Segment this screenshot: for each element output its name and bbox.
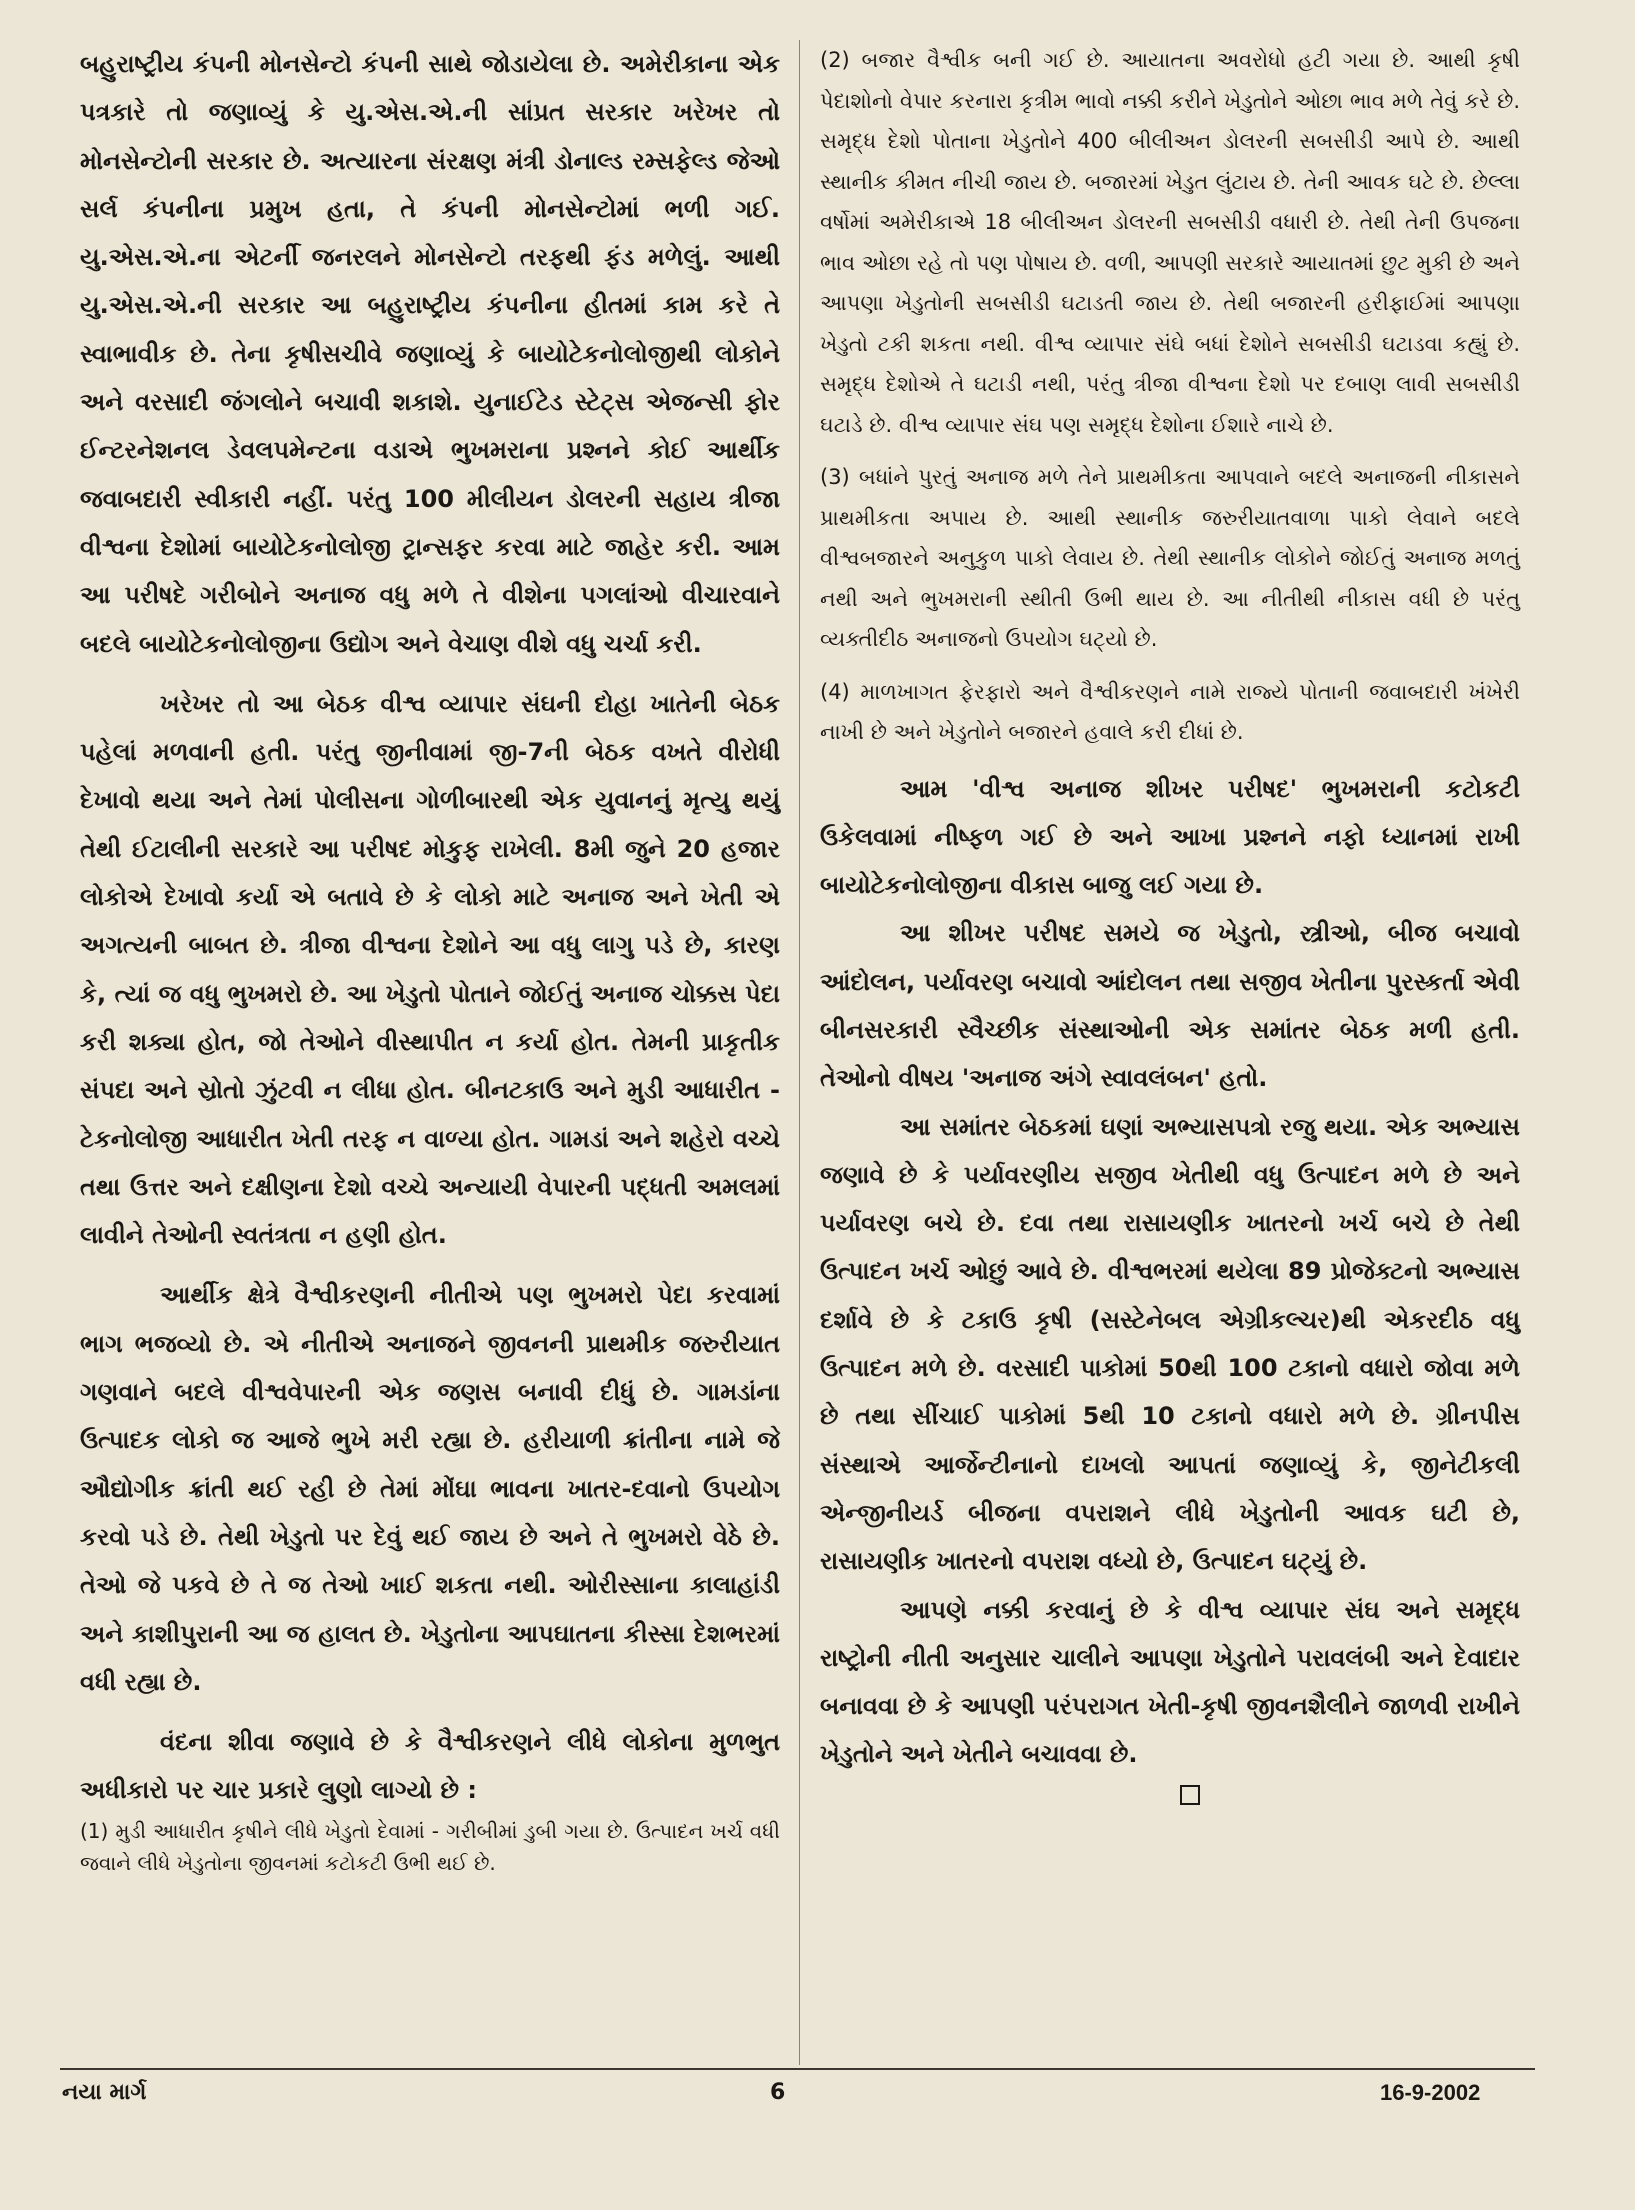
footer-rule xyxy=(60,2068,1535,2070)
list-item-point-4: (4) માળખાગત ફેરફારો અને વૈશ્વીકરણને નામે રાજ્યે પોતાની જવાબદારી ખંખેરી નાખી છે અને ખેડુતોને બજારને હવાલે કરી દીધાં છે. xyxy=(820,679,1520,744)
paragraph-parallel-meeting: આ શીખર પરીષદ સમયે જ ખેડુતો, સ્ત્રીઓ, બીજ બચાવો આંદોલન, પર્યાવરણ બચાવો આંદોલન તથા સજીવ ખેતીના પુરસ્કર્તા એવી બીનસરકારી સ્વૈચ્છીક સંસ્થાઓની એક સમાંતર બેઠક મળી હતી. તેઓનો વીષય 'અનાજ અંગે સ્વાવલંબન' હતો. xyxy=(820,919,1520,1093)
column-divider xyxy=(799,40,800,2065)
paragraph-doha-meeting: ખરેખર તો આ બેઠક વીશ્વ વ્યાપાર સંઘની દોહા ખાતેની બેઠક પહેલાં મળવાની હતી. પરંતુ જીનીવામાં જી-7ની બેઠક વખતે વીરોધી દેખાવો થયા અને તેમાં પોલીસના ગોળીબારથી એક યુવાનનું મૃત્યુ થયું તેથી ઈટાલીની સરકારે આ પરીષદ મોકુફ રાખેલી. 8મી જુને 20 હજાર લોકોએ દેખાવો કર્યા એ બતાવે છે કે લોકો માટે અનાજ અને ખેતી એ અગત્યની બાબત છે. ત્રીજા વીશ્વના દેશોને આ વધુ લાગુ પડે છે, કારણ કે, ત્યાં જ વધુ ભુખમરો છે. આ ખેડુતો પોતાને જોઈતું અનાજ ચોક્કસ પેદા કરી શક્યા હોત, જો તેઓને વીસ્થાપીત ન કર્યા હોત. તેમની પ્રાકૃતીક સંપદા અને સ્રોતો ઝુંટવી ન લીધા હોત. બીનટકાઉ અને મુડી આધારીત - ટેકનોલોજી આધારીત ખેતી તરફ ન વાળ્યા હોત. ગામડાં અને શહેરો વચ્ચે તથા ઉત્તર અને દક્ષીણના દેશો વચ્ચે અન્યાયી વેપારની પદ્ધતી અમલમાં લાવીને તેઓની સ્વતંત્રતા ન હણી હોત. xyxy=(80,689,780,1250)
paragraph-monsanto: બહુરાષ્ટ્રીય કંપની મોનસેન્ટો કંપની સાથે જોડાયેલા છે. અમેરીકાના એક પત્રકારે તો જણાવ્યું કે યુ.એસ.એ.ની સાંપ્રત સરકાર ખરેખર તો મોનસેન્ટોની સરકાર છે. અત્યારના સંરક્ષણ મંત્રી ડોનાલ્ડ રમ્સફેલ્ડ જેઓ સર્લ કંપનીના પ્રમુખ હતા, તે કંપની મોનસેન્ટોમાં ભળી ગઈ. યુ.એસ.એ.ના એટર્ની જનરલને મોનસેન્ટો તરફથી ફંડ મળેલું. આથી યુ.એસ.એ.ની સરકાર આ બહુરાષ્ટ્રીય કંપનીના હીતમાં કામ કરે તે સ્વાભાવીક છે. તેના કૃષીસચીવે જણાવ્યું કે બાયોટેકનોલોજીથી લોકોને અને વરસાદી જંગલોને બચાવી શકાશે. યુનાઈટેડ સ્ટેટ્સ એજન્સી ફોર ઈન્ટરનેશનલ ડેવલપમેન્ટના વડાએ ભુખમરાના પ્રશ્નને કોઈ આર્થીક જવાબદારી સ્વીકારી નહીં. પરંતુ 100 મીલીયન ડોલરની સહાય ત્રીજા વીશ્વના દેશોમાં બાયોટેકનોલોજી ટ્રાન્સફર કરવા માટે જાહેર કરી. આમ આ પરીષદે ગરીબોને અનાજ વધુ મળે તે વીશેના પગલાંઓ વીચારવાને બદલે બાયોટેકનોલોજીના ઉદ્યોગ અને વેચાણ વીશે વધુ ચર્ચા કરી. xyxy=(80,50,780,658)
right-column xyxy=(820,40,1520,1805)
issue-date: 16-9-2002 xyxy=(1380,2080,1481,2105)
list-item-point-1: (1) મુડી આધારીત કૃષીને લીધે ખેડુતો દેવામાં - ગરીબીમાં ડુબી ગયા છે. ઉત્પાદન ખર્ચ વધી જવાને લીધે ખેડુતોના જીવનમાં કટોકટી ઉભી થઈ છે. xyxy=(80,1818,780,1875)
page-number: 6 xyxy=(770,2080,786,2105)
list-item-point-2: (2) બજાર વૈશ્વીક બની ગઈ છે. આયાતના અવરોધો હટી ગયા છે. આથી કૃષી પેદાશોનો વેપાર કરનારા કૃત્રીમ ભાવો નક્કી કરીને ખેડુતોને ઓછા ભાવ મળે તેવું કરે છે. સમૃદ્ધ દેશો પોતાના ખેડુતોને 400 બીલીઅન ડોલરની સબસીડી આપે છે. આથી સ્થાનીક કીમત નીચી જાય છે. બજારમાં ખેડુત લુંટાય છે. તેની આવક ઘટે છે. છેલ્લા વર્ષોમાં અમેરીકાએ 18 બીલીઅન ડોલરની સબસીડી વધારી છે. તેથી તેની ઉપજના ભાવ ઓછા રહે તો પણ પોષાય છે. વળી, આપણી સરકારે આયાતમાં છુટ મુકી છે અને આપણા ખેડુતોની સબસીડી ઘટાડતી જાય છે. તેથી બજારની હરીફાઈમાં આપણા ખેડુતો ટકી શકતા નથી. વીશ્વ વ્યાપાર સંઘે બધાં દેશોને સબસીડી ઘટાડવા કહ્યું છે. સમૃદ્ધ દેશોએ તે ઘટાડી નથી, પરંતુ ત્રીજા વીશ્વના દેશો પર દબાણ લાવી સબસીડી ઘટાડે છે. વીશ્વ વ્યાપાર સંઘ પણ સમૃદ્ધ દેશોના ઈશારે નાચે છે. xyxy=(820,48,1520,437)
publication-name: નયા માર્ગ xyxy=(62,2080,147,2105)
paragraph-vandana-shiva: વંદના શીવા જણાવે છે કે વૈશ્વીકરણને લીધે લોકોના મુળભુત અધીકારો પર ચાર પ્રકારે લુણો લાગ્યો છે : xyxy=(80,1728,780,1805)
paragraph-globalisation-hunger: આર્થીક ક્ષેત્રે વૈશ્વીકરણની નીતીએ પણ ભુખમરો પેદા કરવામાં ભાગ ભજવ્યો છે. એ નીતીએ અનાજને જીવનની પ્રાથમીક જરુરીયાત ગણવાને બદલે વીશ્વવેપારની એક જણસ બનાવી દીધું છે. ગામડાંના ઉત્પાદક લોકો જ આજે ભુખે મરી રહ્યા છે. હરીયાળી ક્રાંતીના નામે જે ઔદ્યોગીક ક્રાંતી થઈ રહી છે તેમાં મોંઘા ભાવના ખાતર-દવાનો ઉપયોગ કરવો પડે છે. તેથી ખેડુતો પર દેવું થઈ જાય છે અને તે ભુખમરો વેઠે છે. તેઓ જે પકવે છે તે જ તેઓ ખાઈ શકતા નથી. ઓરીસ્સાના કાલાહાંડી અને કાશીપુરાની આ જ હાલત છે. ખેડુતોના આપઘાતના કીસ્સા દેશભરમાં વધી રહ્યા છે. xyxy=(80,1281,780,1696)
paragraph-studies: આ સમાંતર બેઠકમાં ઘણાં અભ્યાસપત્રો રજુ થયા. એક અભ્યાસ જણાવે છે કે પર્યાવરણીય સજીવ ખેતીથી વધુ ઉત્પાદન મળે છે અને પર્યાવરણ બચે છે. દવા તથા રાસાયણીક ખાતરનો ખર્ચ બચે છે તેથી ઉત્પાદન ખર્ચ ઓછું આવે છે. વીશ્વભરમાં થયેલા 89 પ્રોજેક્ટનો અભ્યાસ દર્શાવે છે કે ટકાઉ કૃષી (સસ્ટેનેબલ એગ્રીકલ્ચર)થી એકરદીઠ વધુ ઉત્પાદન મળે છે. વરસાદી પાકોમાં 50થી 100 ટકાનો વધારો જોવા મળે છે તથા સીંચાઈ પાકોમાં 5થી 10 ટકાનો વધારો મળે છે. ગ્રીનપીસ સંસ્થાએ આર્જેન્ટીનાનો દાખલો આપતાં જણાવ્યું કે, જીનેટીકલી એન્જીનીયર્ડ બીજના વપરાશને લીધે ખેડુતોની આવક ઘટી છે, રાસાયણીક ખાતરનો વપરાશ વધ્યો છે, ઉત્પાદન ઘટ્યું છે. xyxy=(820,1112,1520,1576)
list-item-point-3: (3) બધાંને પુરતું અનાજ મળે તેને પ્રાથમીકતા આપવાને બદલે અનાજની નીકાસને પ્રાથમીકતા અપાય છે. આથી સ્થાનીક જરુરીયાતવાળા પાકો લેવાને બદલે વીશ્વબજારને અનુકુળ પાકો લેવાય છે. તેથી સ્થાનીક લોકોને જોઈતું અનાજ મળતું નથી અને ભુખમરાની સ્થીતી ઉભી થાય છે. આ નીતીથી નીકાસ વધી છે પરંતુ વ્યક્તીદીઠ અનાજનો ઉપયોગ ઘટ્યો છે. xyxy=(820,465,1520,651)
paragraph-conclusion: આપણે નક્કી કરવાનું છે કે વીશ્વ વ્યાપાર સંઘ અને સમૃદ્ધ રાષ્ટ્રોની નીતી અનુસાર ચાલીને આપણા ખેડુતોને પરાવલંબી અને દેવાદાર બનાવવા છે કે આપણી પરંપરાગત ખેતી-કૃષી જીવનશૈલીને જાળવી રાખીને ખેડુતોને અને ખેતીને બચાવવા છે. xyxy=(820,1595,1520,1769)
paragraph-summit-failure: આમ 'વીશ્વ અનાજ શીખર પરીષદ' ભુખમરાની કટોકટી ઉકેલવામાં નીષ્ફળ ગઈ છે અને આખા પ્રશ્નને નફો ધ્યાનમાં રાખી બાયોટેકનોલોજીના વીકાસ બાજુ લઈ ગયા છે. xyxy=(820,774,1520,900)
end-of-article-square-icon xyxy=(1180,1785,1200,1805)
left-column xyxy=(80,40,780,1879)
